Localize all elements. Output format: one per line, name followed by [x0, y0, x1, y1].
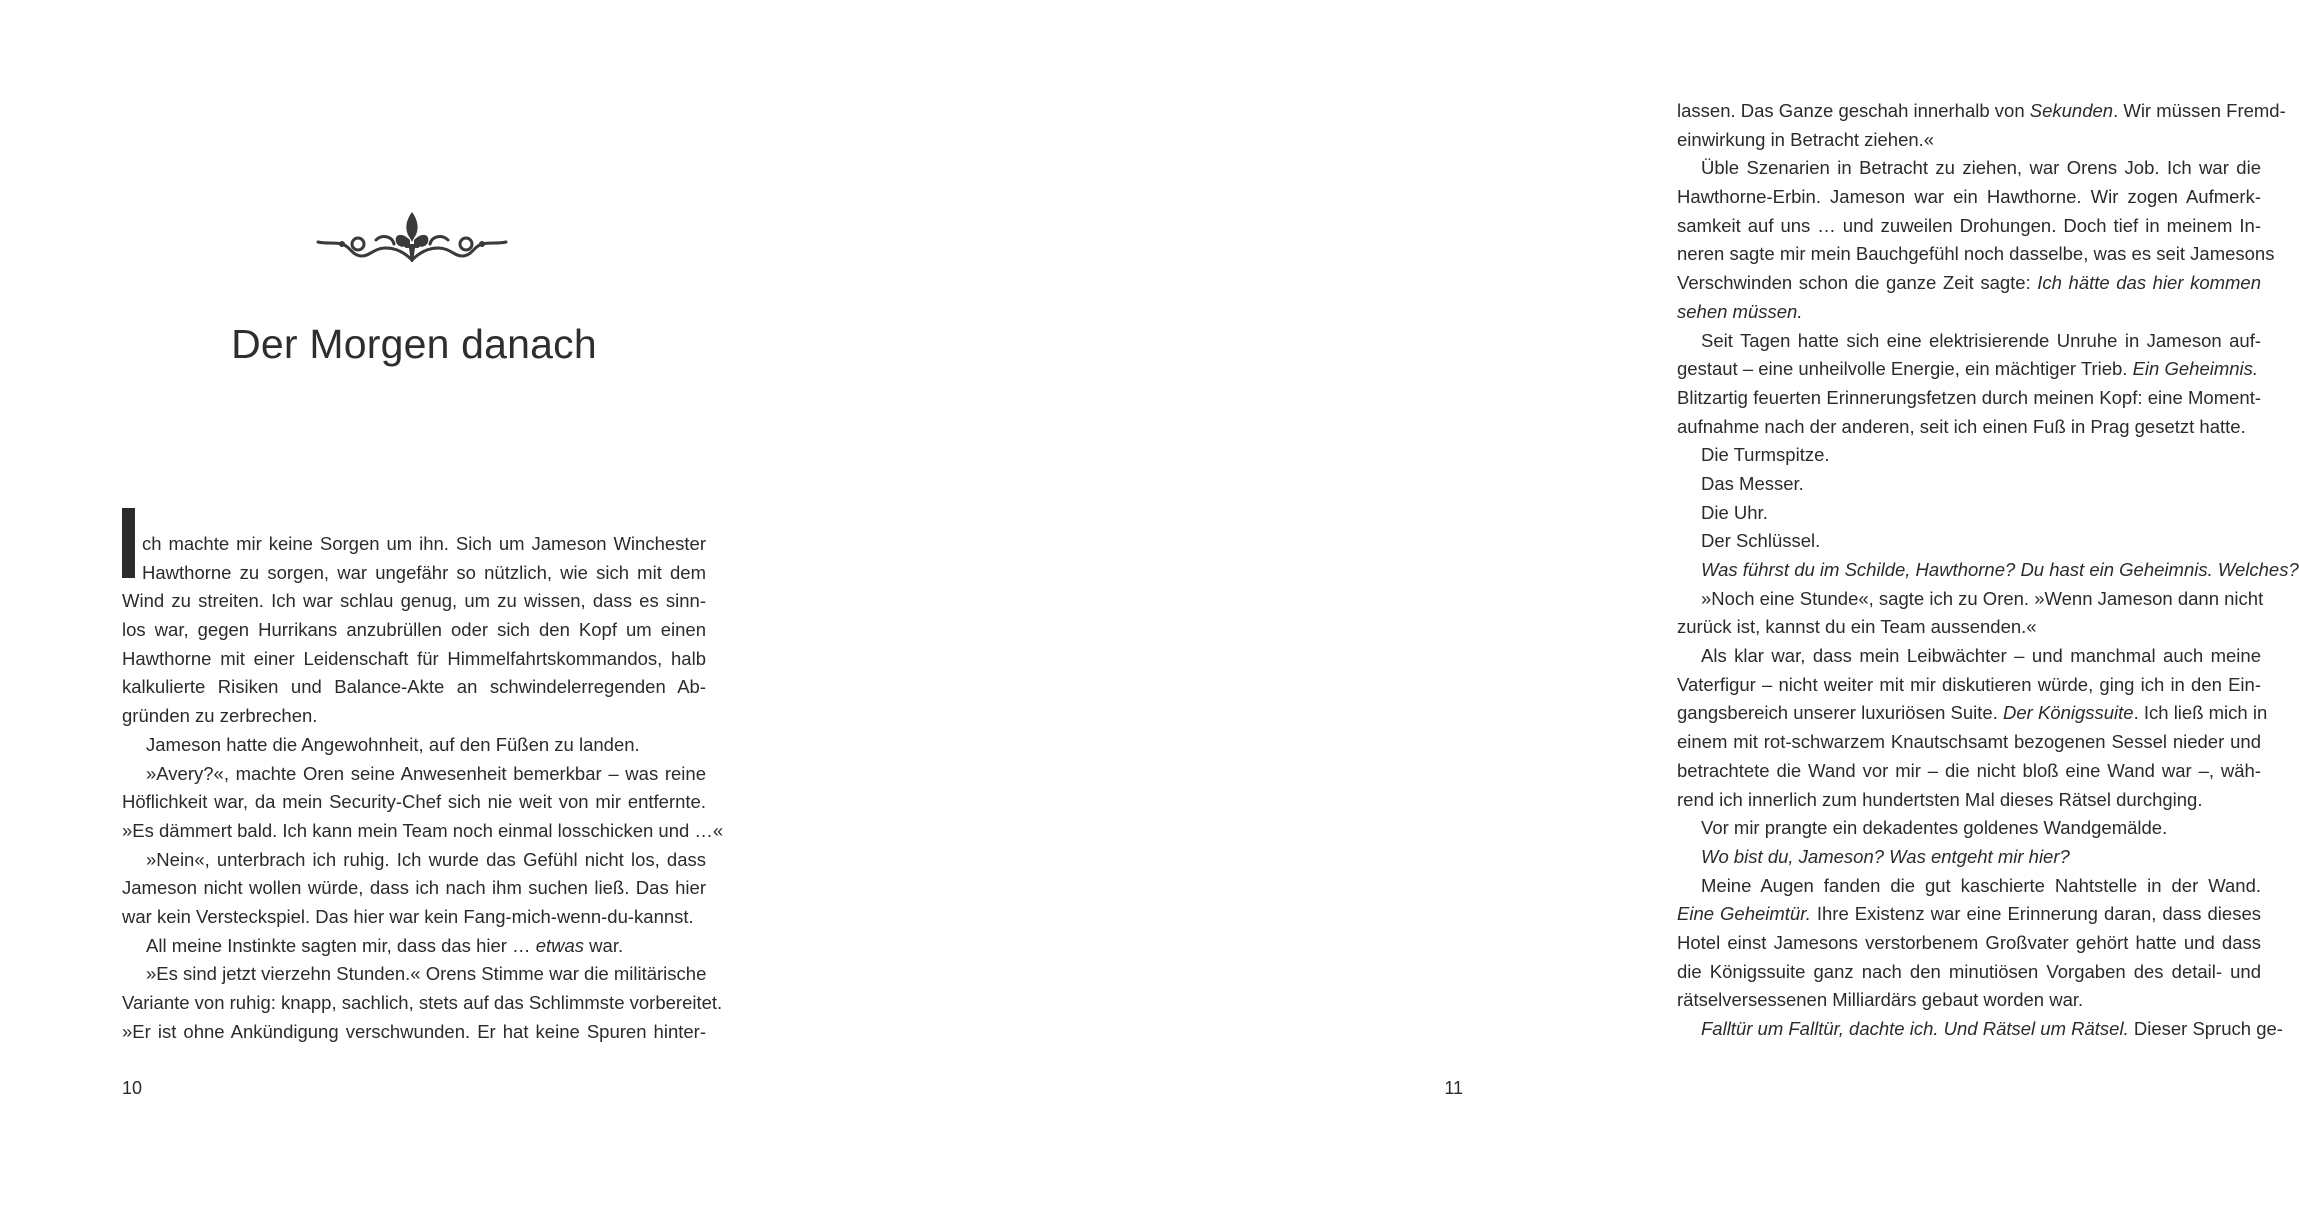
text-line — [122, 616, 706, 645]
text-line — [1677, 269, 2261, 298]
text-segment: Üble Szenarien in Betracht zu ziehen, war Orens Job. Ich war die — [1701, 157, 2261, 179]
text-segment: »Es dämmert bald. Ich kann mein Team noch einmal losschicken und …« — [122, 819, 724, 841]
text-line — [1677, 384, 2261, 413]
italic-text: Was führst du im Schilde, Hawthorne? Du hast ein Geheimnis. Welches? — [1701, 559, 2299, 580]
text-segment: Dieser Spruch ge- — [2128, 1018, 2283, 1039]
text-line — [1677, 585, 2264, 614]
text-line — [1677, 556, 2299, 585]
text-line — [1677, 728, 2261, 757]
text-line — [1677, 298, 2261, 327]
text-segment: »Noch eine Stunde«, sagte ich zu Oren. »Wenn Jameson dann nicht — [1701, 587, 2264, 609]
text-segment: die Königssuite ganz nach den minutiösen Vorgaben des detail- und — [1677, 960, 2261, 982]
text-segment: Höflichkeit war, da mein Security-Chef sich nie weit von mir entfernte. — [122, 791, 706, 813]
italic-text: Sekunden — [2029, 100, 2114, 121]
text-segment: All meine Instinkte sagten mir, dass das hier … — [146, 934, 536, 956]
text-line — [122, 1018, 706, 1047]
text-segment: »Es sind jetzt vierzehn Stunden.« Orens Stimme war die militärische — [146, 963, 707, 985]
italic-text: Der Königssuite — [2003, 702, 2134, 724]
left-page — [0, 0, 797, 1217]
text-line — [1677, 786, 2261, 815]
text-segment: los war, gegen Hurrikans anzubrüllen oder sich den Kopf um einen — [122, 619, 706, 641]
text-line — [122, 702, 706, 731]
italic-text: Falltür um Falltür, dachte ich. Und Rätsel um Rätsel. — [1701, 1018, 2129, 1039]
text-segment: rend ich innerlich zum hundertsten Mal dieses Rätsel durchging. — [1677, 788, 2203, 810]
text-segment: samkeit auf uns … und zuweilen Drohungen. Doch tief in meinem In- — [1677, 214, 2261, 236]
text-line — [122, 846, 706, 875]
right-page-body — [1677, 97, 2299, 1044]
text-segment: »Avery?«, machte Oren seine Anwesenheit bemerkbar – was reine — [146, 762, 706, 784]
text-segment: Jameson hatte die Angewohnheit, auf den Füßen zu landen. — [146, 733, 640, 755]
text-segment: Vor mir prangte ein dekadentes goldenes Wandgemälde. — [1701, 817, 2168, 839]
text-segment: Als klar war, dass mein Leibwächter – und manchmal auch meine — [1701, 645, 2261, 667]
text-line — [1677, 240, 2275, 269]
italic-text: sehen müssen. — [1677, 300, 1803, 322]
text-line — [122, 874, 706, 903]
text-line — [122, 645, 706, 674]
chapter-title: Der Morgen danach — [231, 321, 597, 368]
text-line — [1677, 929, 2261, 958]
text-segment: gestaut – eine unheilvolle Energie, ein mächtiger Trieb. — [1677, 358, 2133, 380]
text-line — [1677, 814, 2261, 843]
text-segment: Meine Augen fanden die gut kaschierte Nahtstelle in der Wand. — [1701, 874, 2261, 896]
text-line — [1677, 183, 2261, 212]
text-line — [1677, 699, 2268, 728]
text-line — [1677, 441, 2261, 470]
text-line — [1677, 413, 2261, 442]
text-line — [122, 903, 706, 932]
text-line — [122, 673, 706, 702]
text-segment: . Wir müssen Fremd- — [2113, 100, 2286, 121]
text-segment: Hawthorne mit einer Leidenschaft für Himmelfahrtskommandos, halb — [122, 647, 706, 669]
text-segment: Jameson nicht wollen würde, dass ich nach ihm suchen ließ. Das hier — [122, 877, 706, 899]
text-line — [1677, 613, 2261, 642]
text-segment: Ihre Existenz war eine Erinnerung daran, dass dieses — [1810, 903, 2261, 925]
text-line — [1677, 327, 2261, 356]
left-page-body — [122, 530, 724, 1046]
text-line — [1677, 843, 2261, 872]
text-line — [122, 817, 724, 846]
text-segment: Variante von ruhig: knapp, sachlich, stets auf das Schlimmste vorbereitet. — [122, 992, 723, 1013]
text-line — [122, 530, 706, 559]
fleur-de-lis-ornament-icon — [312, 208, 512, 268]
text-line — [122, 760, 706, 789]
text-line — [1677, 872, 2261, 901]
text-segment: Der Schlüssel. — [1701, 530, 1821, 552]
text-line — [1677, 499, 2261, 528]
text-segment: betrachtete die Wand vor mir – die nicht bloß eine Wand war –, wäh- — [1677, 759, 2261, 781]
text-line — [122, 788, 706, 817]
text-line — [1677, 527, 2261, 556]
text-line — [122, 731, 706, 760]
right-page — [797, 0, 2299, 1217]
text-segment: Wind zu streiten. Ich war schlau genug, um zu wissen, dass es sinn- — [122, 590, 706, 612]
text-segment: Seit Tagen hatte sich eine elektrisierende Unruhe in Jameson auf- — [1701, 329, 2261, 351]
italic-text: Ich hätte das hier kommen — [2037, 272, 2262, 294]
text-segment: gangsbereich unserer luxuriösen Suite. — [1677, 702, 2003, 724]
text-segment: lassen. Das Ganze geschah innerhalb von — [1677, 100, 2030, 121]
italic-text: Eine Geheimtür. — [1677, 903, 1811, 925]
text-line — [1677, 470, 2261, 499]
text-segment: zurück ist, kannst du ein Team aussenden.« — [1677, 616, 2037, 638]
text-segment: ch machte mir keine Sorgen um ihn. Sich um Jameson Winchester — [142, 533, 706, 554]
text-segment: war. — [584, 934, 624, 956]
text-line — [122, 960, 706, 989]
text-segment: Blitzartig feuerten Erinnerungsfetzen durch meinen Kopf: eine Moment- — [1677, 386, 2261, 408]
text-line — [122, 587, 706, 616]
text-segment: Hawthorne-Erbin. Jameson war ein Hawthorne. Wir zogen Aufmerk- — [1677, 186, 2261, 208]
text-segment: »Er ist ohne Ankündigung verschwunden. Er hat keine Spuren hinter- — [122, 1020, 706, 1042]
text-segment: . Ich ließ mich in — [2133, 702, 2268, 724]
page-number: 11 — [1444, 1078, 1463, 1098]
text-segment: aufnahme nach der anderen, seit ich einen Fuß in Prag gesetzt hatte. — [1677, 415, 2246, 437]
text-segment: rätselversessenen Milliardärs gebaut worden war. — [1677, 989, 2084, 1011]
text-segment: Das Messer. — [1701, 472, 1804, 494]
italic-text: Wo bist du, Jameson? Was entgeht mir hier? — [1701, 845, 2070, 867]
text-line — [122, 989, 723, 1018]
text-line — [1677, 126, 2261, 155]
text-line — [1677, 757, 2261, 786]
text-segment: einwirkung in Betracht ziehen.« — [1677, 128, 1935, 150]
text-segment: Die Uhr. — [1701, 501, 1768, 523]
page-number: 10 — [122, 1078, 143, 1098]
text-segment: Die Turmspitze. — [1701, 444, 1830, 466]
text-segment: Hotel einst Jamesons verstorbenem Großvater gehört hatte und dass — [1677, 931, 2261, 953]
text-line — [1677, 986, 2261, 1015]
text-segment: war kein Versteckspiel. Das hier war kein Fang-mich-wenn-du-kannst. — [122, 905, 694, 927]
italic-text: etwas — [535, 934, 585, 956]
text-line — [1677, 671, 2261, 700]
text-line — [1677, 97, 2286, 126]
text-line — [122, 932, 706, 961]
text-line — [1677, 1015, 2283, 1044]
text-segment: Vaterfigur – nicht weiter mit mir diskutieren würde, ging ich in den Ein- — [1677, 673, 2261, 695]
text-segment: Hawthorne zu sorgen, war ungefähr so nützlich, wie sich mit dem — [142, 561, 706, 583]
text-line — [1677, 355, 2261, 384]
text-line — [1677, 212, 2261, 241]
text-line — [1677, 642, 2261, 671]
text-segment: gründen zu zerbrechen. — [122, 705, 318, 727]
text-segment: »Nein«, unterbrach ich ruhig. Ich wurde das Gefühl nicht los, dass — [146, 848, 706, 870]
text-line — [1677, 958, 2261, 987]
text-segment: einem mit rot-schwarzem Knautschsamt bezogenen Sessel nieder und — [1677, 731, 2261, 753]
text-segment: neren sagte mir mein Bauchgefühl noch dasselbe, was es seit Jamesons — [1677, 243, 2275, 265]
text-segment: Verschwinden schon die ganze Zeit sagte: — [1677, 272, 2038, 294]
text-line — [1677, 154, 2261, 183]
text-line — [1677, 900, 2261, 929]
text-line — [122, 559, 706, 588]
italic-text: Ein Geheimnis. — [2132, 358, 2259, 380]
text-segment: kalkulierte Risiken und Balance-Akte an schwindelerregenden Ab- — [122, 676, 706, 698]
